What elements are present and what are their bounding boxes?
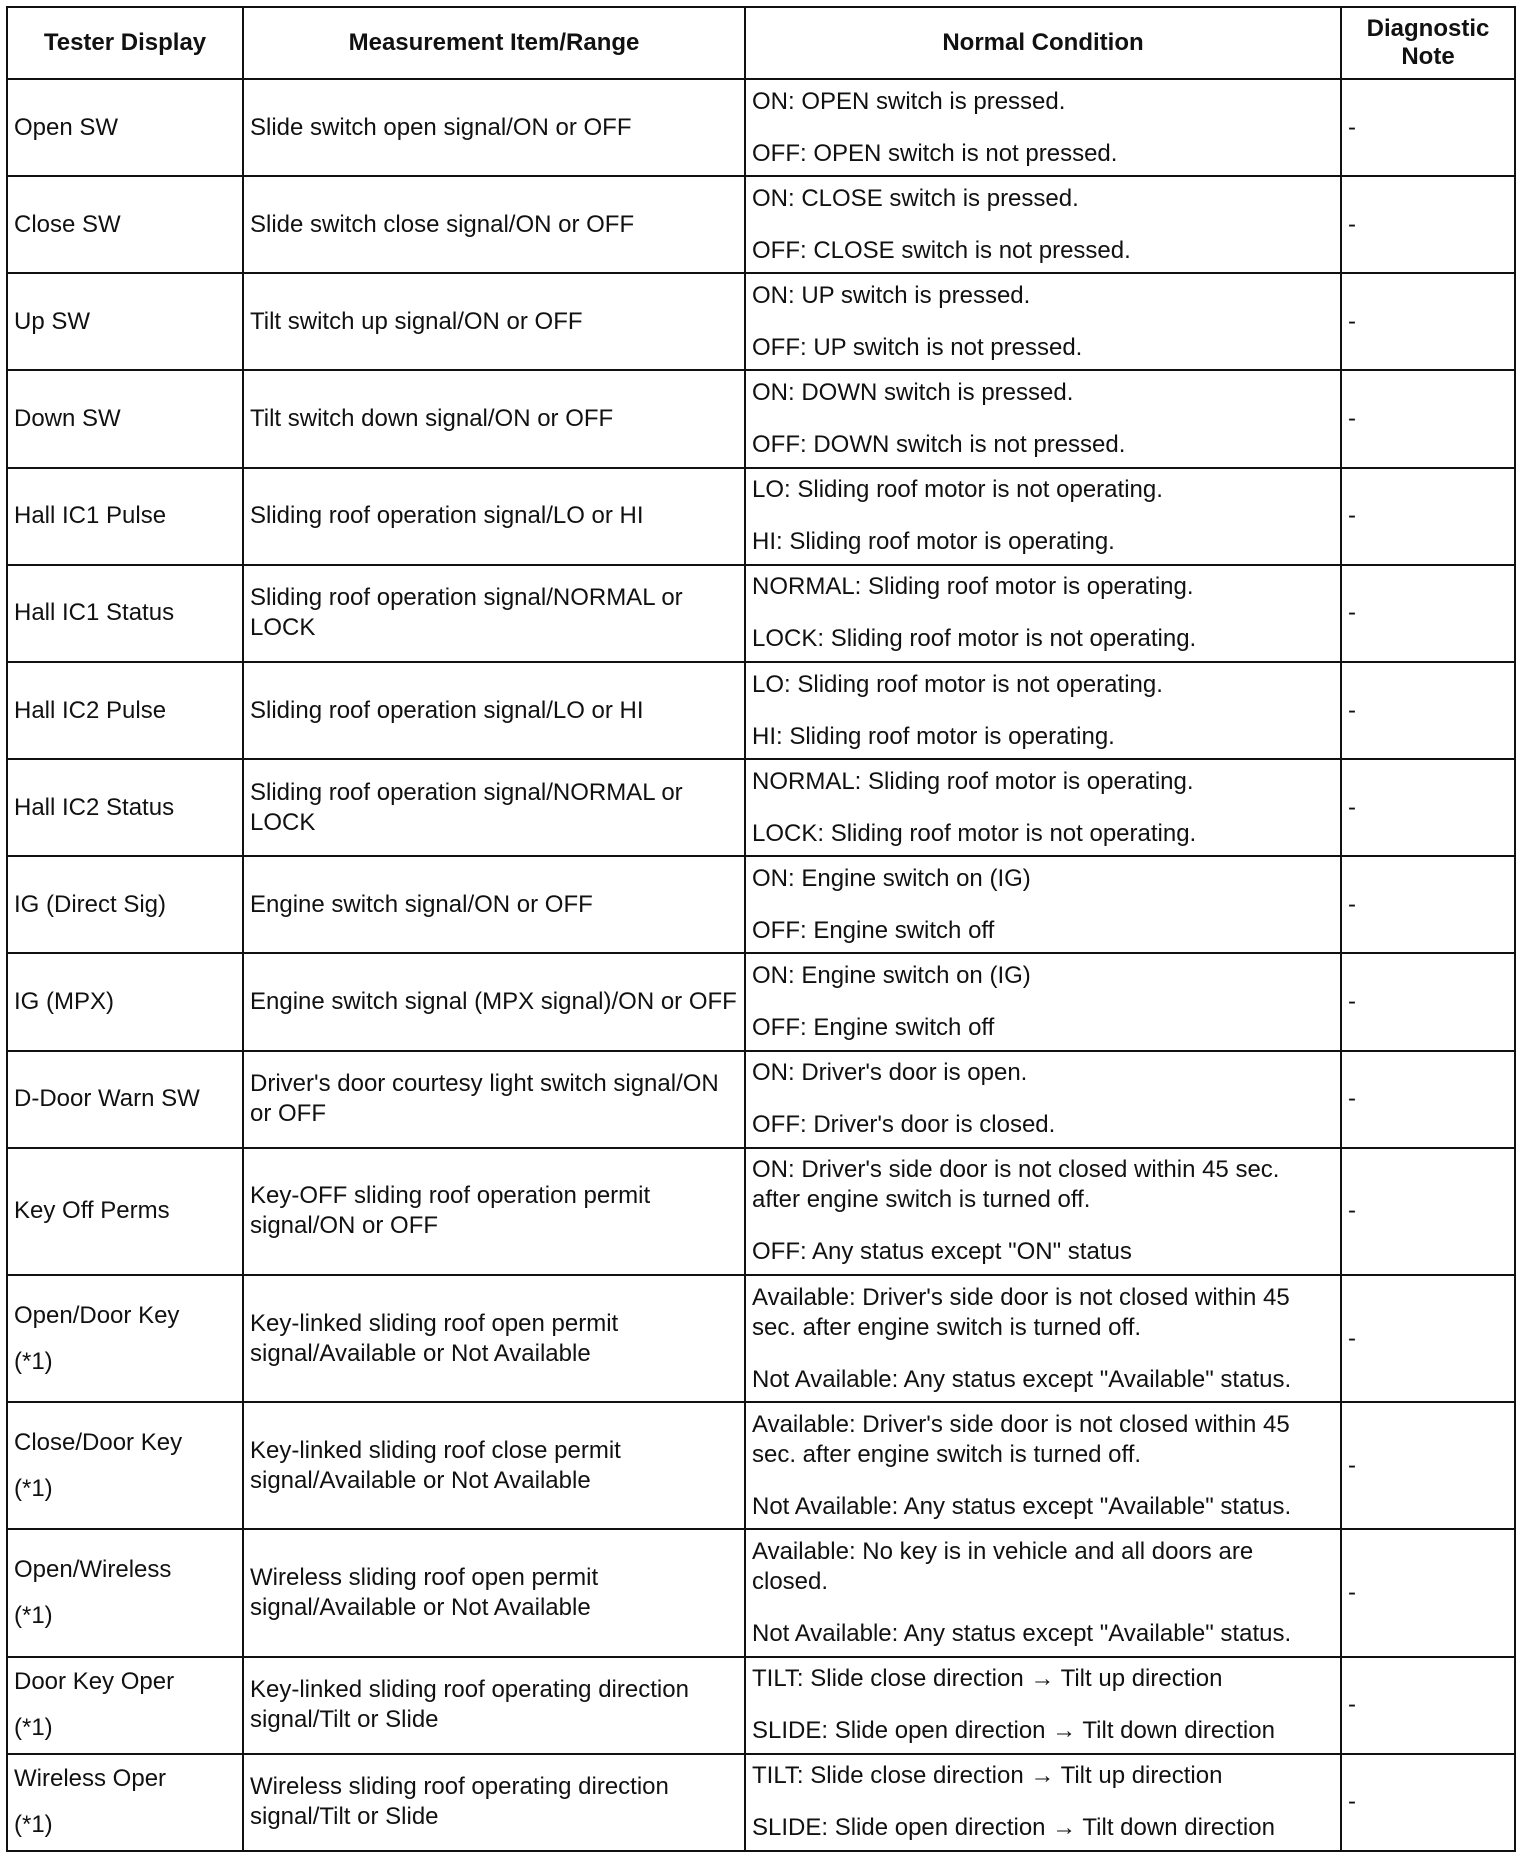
measurement-item-cell: Tilt switch up signal/ON or OFF: [243, 273, 745, 370]
normal-condition-line: Not Available: Any status except "Available" status.: [752, 1365, 1292, 1393]
measurement-item-cell: Key-linked sliding roof close permit signal/Available or Not Available: [243, 1402, 745, 1529]
header-diagnostic-note: Diagnostic Note: [1341, 7, 1515, 79]
normal-condition-line: SLIDE: Slide open direction → Tilt down direction: [752, 1814, 1275, 1842]
measurement-item-cell: Slide switch open signal/ON or OFF: [243, 79, 745, 176]
normal-condition-cell: [745, 953, 1341, 1050]
table-row: [7, 662, 1515, 759]
measurement-item-cell: Key-linked sliding roof open permit signal/Available or Not Available: [243, 1275, 745, 1402]
table-row: [7, 1148, 1515, 1275]
tester-display-cell: [7, 856, 243, 953]
normal-condition-line: LOCK: Sliding roof motor is not operating.: [752, 625, 1197, 653]
measurement-item-cell: Tilt switch down signal/ON or OFF: [243, 370, 745, 467]
table-row: [7, 176, 1515, 273]
normal-condition-line: OFF: Any status except "ON" status: [752, 1238, 1132, 1266]
normal-condition-line: NORMAL: Sliding roof motor is operating.: [752, 573, 1194, 601]
tester-display-cell: [7, 370, 243, 467]
normal-condition-cell: [745, 565, 1341, 662]
normal-condition-line: ON: Driver's door is open.: [752, 1059, 1028, 1087]
normal-condition-line: NORMAL: Sliding roof motor is operating.: [752, 767, 1194, 795]
tester-display-cell: [7, 953, 243, 1050]
measurement-item-cell: Key-OFF sliding roof operation permit signal/ON or OFF: [243, 1148, 745, 1275]
tester-display-text: Down SW: [14, 405, 121, 433]
normal-condition-cell: [745, 273, 1341, 370]
table-row: [7, 273, 1515, 370]
normal-condition-line: LO: Sliding roof motor is not operating.: [752, 476, 1163, 504]
measurement-item-cell: Engine switch signal/ON or OFF: [243, 856, 745, 953]
tester-display-text: Wireless Oper: [14, 1765, 167, 1793]
tester-display-cell: [7, 79, 243, 176]
tester-display-cell: [7, 1275, 243, 1402]
tester-display-text: Hall IC1 Status: [14, 599, 175, 627]
normal-condition-line: Not Available: Any status except "Available" status.: [752, 1619, 1292, 1647]
tester-display-footnote: (*1): [14, 1601, 53, 1629]
tester-display-text: Open/Wireless: [14, 1555, 172, 1583]
normal-condition-line: SLIDE: Slide open direction → Tilt down direction: [752, 1717, 1275, 1745]
tester-display-cell: [7, 273, 243, 370]
tester-display-cell: [7, 662, 243, 759]
normal-condition-line: OFF: UP switch is not pressed.: [752, 333, 1083, 361]
normal-condition-cell: [745, 1402, 1341, 1529]
tester-display-text: Hall IC2 Pulse: [14, 696, 167, 724]
diagnostic-note-cell: -: [1341, 953, 1515, 1050]
normal-condition-line: TILT: Slide close direction → Tilt up direction: [752, 1665, 1223, 1693]
diagnostic-note-cell: -: [1341, 1275, 1515, 1402]
normal-condition-line: OFF: DOWN switch is not pressed.: [752, 431, 1126, 459]
table-row: [7, 1657, 1515, 1754]
tester-display-cell: [7, 1529, 243, 1656]
tester-display-text: Open/Door Key: [14, 1301, 180, 1329]
normal-condition-cell: [745, 370, 1341, 467]
measurement-item-cell: Driver's door courtesy light switch signal/ON or OFF: [243, 1051, 745, 1148]
tester-display-text: IG (Direct Sig): [14, 890, 167, 918]
normal-condition-line: OFF: OPEN switch is not pressed.: [752, 139, 1118, 167]
tester-display-text: Up SW: [14, 307, 91, 335]
normal-condition-cell: [745, 1657, 1341, 1754]
measurement-item-cell: Slide switch close signal/ON or OFF: [243, 176, 745, 273]
tester-display-cell: [7, 1754, 243, 1851]
diagnostic-note-cell: -: [1341, 273, 1515, 370]
normal-condition-cell: [745, 1275, 1341, 1402]
measurement-item-cell: Sliding roof operation signal/LO or HI: [243, 662, 745, 759]
diagnostic-note-cell: -: [1341, 1657, 1515, 1754]
tester-display-text: Hall IC1 Pulse: [14, 502, 167, 530]
measurement-item-cell: Sliding roof operation signal/NORMAL or LOCK: [243, 565, 745, 662]
normal-condition-line: Not Available: Any status except "Available" status.: [752, 1492, 1292, 1520]
table-row: [7, 1051, 1515, 1148]
normal-condition-line: Available: No key is in vehicle and all doors are closed.: [752, 1537, 1254, 1595]
normal-condition-cell: [745, 176, 1341, 273]
normal-condition-cell: [745, 1051, 1341, 1148]
table-row: [7, 759, 1515, 856]
tester-display-text: IG (MPX): [14, 987, 114, 1015]
normal-condition-line: Available: Driver's side door is not closed within 45 sec. after engine switch is turned off.: [752, 1410, 1290, 1468]
table-row: [7, 565, 1515, 662]
normal-condition-line: ON: OPEN switch is pressed.: [752, 87, 1066, 115]
normal-condition-line: ON: DOWN switch is pressed.: [752, 379, 1074, 407]
normal-condition-cell: [745, 79, 1341, 176]
diagnostic-note-cell: -: [1341, 79, 1515, 176]
measurement-item-cell: Wireless sliding roof operating direction signal/Tilt or Slide: [243, 1754, 745, 1851]
tester-display-footnote: (*1): [14, 1714, 53, 1742]
tester-display-cell: [7, 468, 243, 565]
table-row: [7, 856, 1515, 953]
tester-display-text: Open SW: [14, 113, 119, 141]
tester-display-cell: [7, 1402, 243, 1529]
normal-condition-line: OFF: CLOSE switch is not pressed.: [752, 236, 1131, 264]
diagnostic-note-cell: -: [1341, 759, 1515, 856]
tester-display-text: Close SW: [14, 210, 121, 238]
header-measurement-item: Measurement Item/Range: [243, 7, 745, 79]
table-row: [7, 79, 1515, 176]
normal-condition-line: ON: Engine switch on (IG): [752, 961, 1031, 989]
normal-condition-line: ON: Driver's side door is not closed within 45 sec. after engine switch is turned off.: [752, 1156, 1280, 1214]
normal-condition-line: LOCK: Sliding roof motor is not operating.: [752, 819, 1197, 847]
tester-display-cell: [7, 565, 243, 662]
diagnostic-note-cell: -: [1341, 1148, 1515, 1275]
tester-display-footnote: (*1): [14, 1347, 53, 1375]
normal-condition-line: OFF: Engine switch off: [752, 916, 995, 944]
tester-display-text: D-Door Warn SW: [14, 1085, 200, 1113]
table-row: [7, 1529, 1515, 1656]
measurement-item-cell: Wireless sliding roof open permit signal/Available or Not Available: [243, 1529, 745, 1656]
tester-display-cell: [7, 176, 243, 273]
normal-condition-cell: [745, 468, 1341, 565]
table-row: [7, 1402, 1515, 1529]
diagnostic-note-cell: -: [1341, 1402, 1515, 1529]
tester-display-text: Hall IC2 Status: [14, 793, 175, 821]
tester-display-text: Door Key Oper: [14, 1668, 175, 1696]
measurement-item-cell: Sliding roof operation signal/LO or HI: [243, 468, 745, 565]
measurement-item-cell: Key-linked sliding roof operating direction signal/Tilt or Slide: [243, 1657, 745, 1754]
normal-condition-line: ON: Engine switch on (IG): [752, 864, 1031, 892]
diagnostic-note-cell: -: [1341, 565, 1515, 662]
tester-display-cell: [7, 1657, 243, 1754]
header-tester-display: Tester Display: [7, 7, 243, 79]
diagnostic-note-cell: -: [1341, 370, 1515, 467]
normal-condition-line: Available: Driver's side door is not closed within 45 sec. after engine switch is turned off.: [752, 1283, 1290, 1341]
tester-display-text: Key Off Perms: [14, 1197, 170, 1225]
diagnostic-note-cell: -: [1341, 468, 1515, 565]
table-row: [7, 370, 1515, 467]
diagnostic-note-cell: -: [1341, 662, 1515, 759]
normal-condition-cell: [745, 662, 1341, 759]
normal-condition-line: HI: Sliding roof motor is operating.: [752, 722, 1115, 750]
normal-condition-line: OFF: Driver's door is closed.: [752, 1111, 1056, 1139]
normal-condition-line: HI: Sliding roof motor is operating.: [752, 528, 1115, 556]
diagnostic-note-cell: -: [1341, 176, 1515, 273]
tester-display-cell: [7, 1148, 243, 1275]
tester-display-cell: [7, 759, 243, 856]
tester-display-text: Close/Door Key: [14, 1428, 183, 1456]
tester-display-footnote: (*1): [14, 1474, 53, 1502]
table-row: [7, 468, 1515, 565]
normal-condition-cell: [745, 856, 1341, 953]
diagnostic-note-cell: -: [1341, 856, 1515, 953]
table-row: [7, 1275, 1515, 1402]
normal-condition-line: ON: UP switch is pressed.: [752, 281, 1031, 309]
diagnostic-note-cell: -: [1341, 1754, 1515, 1851]
data-list-table: [6, 6, 1516, 1852]
table-row: [7, 953, 1515, 1050]
tester-display-footnote: (*1): [14, 1811, 53, 1839]
normal-condition-line: TILT: Slide close direction → Tilt up direction: [752, 1762, 1223, 1790]
measurement-item-cell: Sliding roof operation signal/NORMAL or LOCK: [243, 759, 745, 856]
normal-condition-cell: [745, 1148, 1341, 1275]
measurement-item-cell: Engine switch signal (MPX signal)/ON or OFF: [243, 953, 745, 1050]
normal-condition-line: LO: Sliding roof motor is not operating.: [752, 670, 1163, 698]
tester-display-cell: [7, 1051, 243, 1148]
normal-condition-line: ON: CLOSE switch is pressed.: [752, 184, 1079, 212]
normal-condition-line: OFF: Engine switch off: [752, 1013, 995, 1041]
normal-condition-cell: [745, 759, 1341, 856]
header-normal-condition: Normal Condition: [745, 7, 1341, 79]
header-row: [7, 7, 1515, 79]
table-body: [7, 79, 1515, 1851]
normal-condition-cell: [745, 1754, 1341, 1851]
diagnostic-note-cell: -: [1341, 1051, 1515, 1148]
normal-condition-cell: [745, 1529, 1341, 1656]
table-row: [7, 1754, 1515, 1851]
diagnostic-note-cell: -: [1341, 1529, 1515, 1656]
